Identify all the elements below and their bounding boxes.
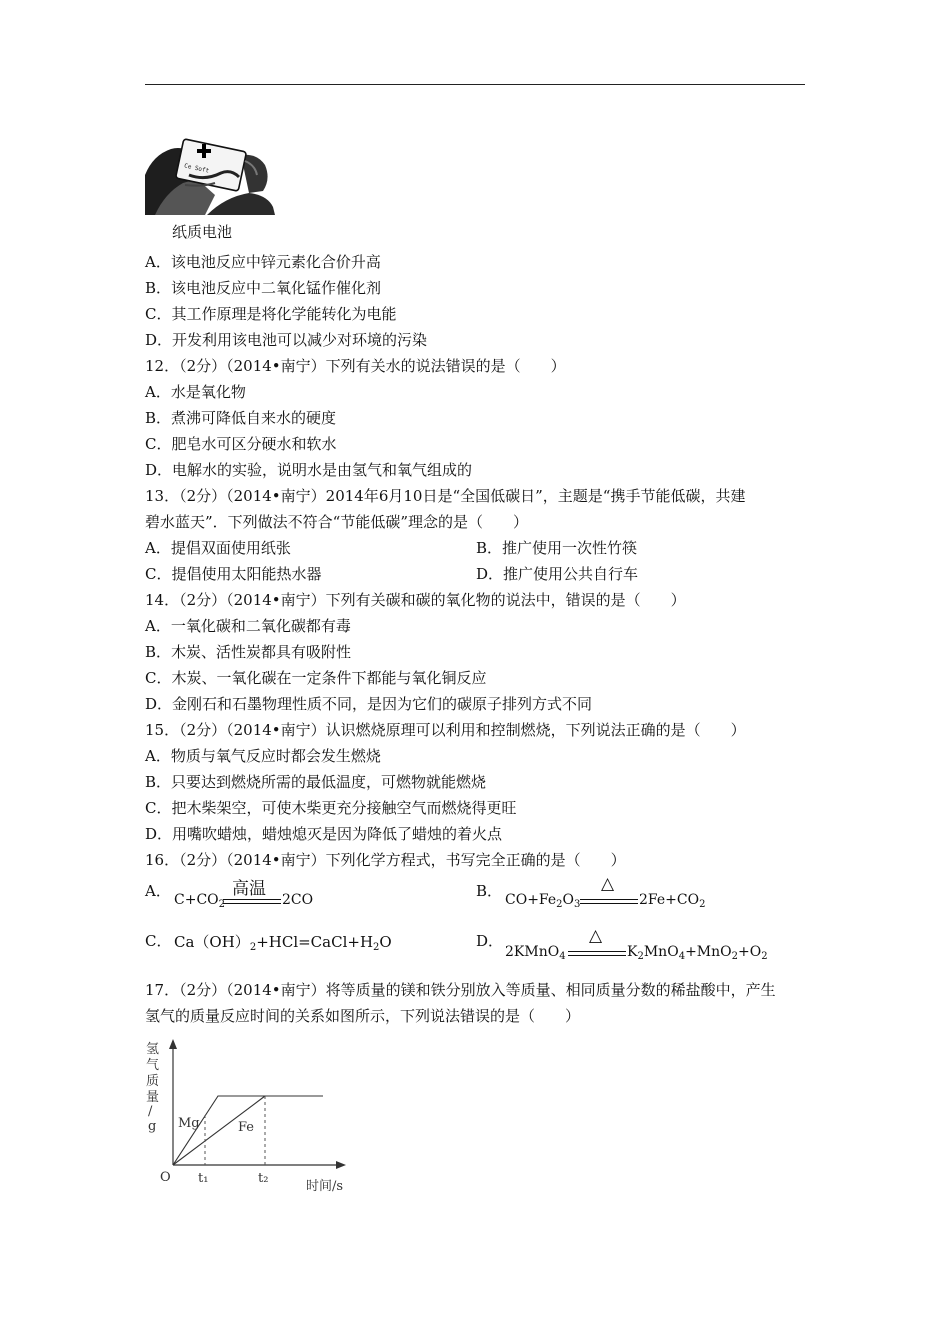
x-axis-label: 时间/s xyxy=(306,1179,344,1194)
q17-stem-line1: 17．（2分）（2014•南宁）将等质量的镁和铁分别放入等质量、相同质量分数的稀盐酸中，产生 xyxy=(145,981,776,999)
q13-option-d: D．推广使用公共自行车 xyxy=(476,565,639,583)
q14-option-c: C．木炭、一氧化碳在一定条件下都能与氧化铜反应 xyxy=(145,669,487,687)
paper-battery-photo xyxy=(145,135,277,215)
q12-option-c: C．肥皂水可区分硬水和软水 xyxy=(145,435,337,453)
q12-option-d: D．电解水的实验，说明水是由氢气和氧气组成的 xyxy=(145,461,473,479)
q13-option-c: C．提倡使用太阳能热水器 xyxy=(145,565,322,583)
y-axis-label-char: 质 xyxy=(146,1074,160,1089)
q12-option-a: A．水是氧化物 xyxy=(145,383,246,401)
y-axis-label-char: 量 xyxy=(146,1090,160,1105)
q16-option-b-condition: △ xyxy=(601,874,615,894)
q14-option-b: B．木炭、活性炭都具有吸附性 xyxy=(145,643,352,661)
q16-option-d-condition: △ xyxy=(589,926,603,946)
q13-option-a: A．提倡双面使用纸张 xyxy=(145,539,291,557)
q16-option-d-rhs: $K_2MnO_4+MnO_2+O_2$ xyxy=(627,944,768,962)
q11-option-a: A．该电池反应中锌元素化合价升高 xyxy=(145,253,381,271)
q14-stem: 14．（2分）（2014•南宁）下列有关碳和碳的氧化物的说法中，错误的是（ ） xyxy=(145,591,686,609)
svg-text:Ce Soft: Ce Soft xyxy=(183,162,210,175)
x-axis-arrow-icon xyxy=(336,1161,346,1169)
q11-option-b: B．该电池反应中二氧化锰作催化剂 xyxy=(145,279,382,297)
q12-option-b: B．煮沸可降低自来水的硬度 xyxy=(145,409,337,427)
q15-option-c: C．把木柴架空，可使木柴更充分接触空气而燃烧得更旺 xyxy=(145,799,517,817)
q15-option-d: D．用嘴吹蜡烛，蜡烛熄灭是因为降低了蜡烛的着火点 xyxy=(145,825,503,843)
q16-option-d-label: D． xyxy=(476,932,504,950)
q15-option-b: B．只要达到燃烧所需的最低温度，可燃物就能燃烧 xyxy=(145,773,487,791)
q16-option-c-equation: $Ca(OH)_2+HCl=CaCl+H_2O$ xyxy=(174,933,392,953)
t1-label: t₁ xyxy=(198,1171,209,1186)
q16-option-a-rhs: 2CO xyxy=(282,892,314,908)
header-rule xyxy=(145,84,805,85)
q15-option-a: A．物质与氧气反应时都会发生燃烧 xyxy=(145,747,381,765)
q16-option-b-lhs: $CO+Fe_2O_3$ xyxy=(505,892,581,910)
q13-option-b: B．推广使用一次性竹筷 xyxy=(476,539,638,557)
q11-option-c: C．其工作原理是将化学能转化为电能 xyxy=(145,305,397,323)
q16-option-b-label: B． xyxy=(476,882,503,900)
q13-stem-line2: 碧水蓝天”．下列做法不符合“节能低碳”理念的是（ ） xyxy=(145,513,529,531)
q16-option-a-condition: 高温 xyxy=(232,879,266,899)
y-axis-label-char: 气 xyxy=(146,1058,160,1073)
q16-option-a-label: A． xyxy=(145,882,171,900)
y-axis-label-char: g xyxy=(148,1119,157,1134)
origin-label: O xyxy=(160,1170,171,1185)
q16-option-d-equals xyxy=(568,951,626,956)
q15-stem: 15．（2分）（2014•南宁）认识燃烧原理可以利用和控制燃烧，下列说法正确的是（ ） xyxy=(145,721,746,739)
q16-option-a-equals xyxy=(223,899,281,904)
y-axis-label-char: 氢 xyxy=(146,1042,160,1057)
fe-label: Fe xyxy=(238,1120,255,1135)
q17-stem-line2: 氢气的质量反应时间的关系如图所示，下列说法错误的是（ ） xyxy=(145,1007,581,1025)
t2-label: t₂ xyxy=(258,1171,269,1186)
q14-option-d: D．金刚石和石墨物理性质不同，是因为它们的碳原子排列方式不同 xyxy=(145,695,593,713)
q16-option-c-label: C． xyxy=(145,932,172,950)
q12-stem: 12．（2分）（2014•南宁）下列有关水的说法错误的是（ ） xyxy=(145,357,566,375)
q16-option-d-lhs: 2KMnO$_4$ xyxy=(505,944,566,962)
q14-option-a: A．一氧化碳和二氧化碳都有毒 xyxy=(145,617,351,635)
mg-label: Mg xyxy=(178,1116,200,1131)
q16-option-b-rhs: $2Fe+CO_2$ xyxy=(639,892,706,910)
hydrogen-mass-time-graph xyxy=(140,1035,370,1195)
q16-option-b-equals xyxy=(580,899,638,904)
q11-option-d: D．开发利用该电池可以减少对环境的污染 xyxy=(145,331,428,349)
battery-caption: 纸质电池 xyxy=(172,223,233,241)
q16-stem: 16．（2分）（2014•南宁）下列化学方程式，书写完全正确的是（ ） xyxy=(145,851,626,869)
q16-option-a-lhs: $C+CO_2$ xyxy=(174,892,226,910)
y-axis-arrow-icon xyxy=(169,1039,177,1049)
y-axis-label-char: / xyxy=(148,1104,153,1119)
q13-stem-line1: 13．（2分）（2014•南宁）2014年6月10日是“全国低碳日”，主题是“携手节能低碳，共建 xyxy=(145,487,746,505)
